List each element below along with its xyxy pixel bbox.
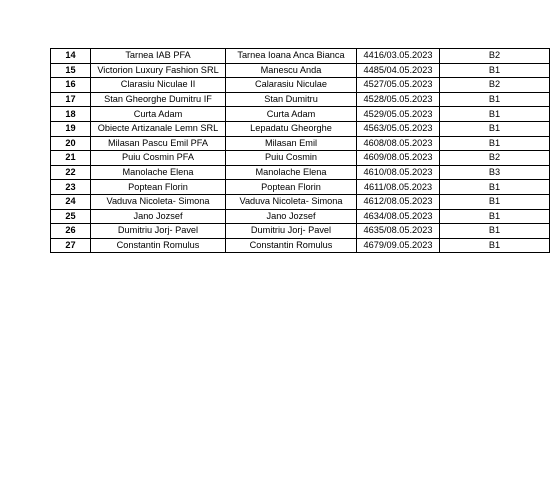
company-name-cell: Tarnea IAB PFA [91, 49, 226, 64]
table-row [51, 194, 550, 209]
table-row [51, 78, 550, 93]
registration-number-cell: 4527/05.05.2023 [357, 78, 440, 93]
category-cell: B3 [440, 165, 550, 180]
table-row [51, 121, 550, 136]
category-cell: B1 [440, 121, 550, 136]
registration-number-cell: 4529/05.05.2023 [357, 107, 440, 122]
registration-number-cell: 4416/03.05.2023 [357, 49, 440, 64]
registration-number-cell: 4612/08.05.2023 [357, 194, 440, 209]
person-name-cell: Lepadatu Gheorghe [226, 121, 357, 136]
company-name-cell: Puiu Cosmin PFA [91, 151, 226, 166]
person-name-cell: Calarasiu Niculae [226, 78, 357, 93]
registration-number-cell: 4609/08.05.2023 [357, 151, 440, 166]
registration-number-cell: 4635/08.05.2023 [357, 224, 440, 239]
person-name-cell: Tarnea Ioana Anca Bianca [226, 49, 357, 64]
row-number-cell: 15 [51, 63, 91, 78]
company-name-cell: Obiecte Artizanale Lemn SRL [91, 121, 226, 136]
person-name-cell: Manolache Elena [226, 165, 357, 180]
table-row [51, 151, 550, 166]
table-row [51, 180, 550, 195]
table-row [51, 224, 550, 239]
row-number-cell: 19 [51, 121, 91, 136]
category-cell: B2 [440, 49, 550, 64]
row-number-cell: 23 [51, 180, 91, 195]
category-cell: B1 [440, 92, 550, 107]
table-row [51, 92, 550, 107]
category-cell: B1 [440, 63, 550, 78]
person-name-cell: Jano Jozsef [226, 209, 357, 224]
row-number-cell: 26 [51, 224, 91, 239]
person-name-cell: Milasan Emil [226, 136, 357, 151]
registration-number-cell: 4611/08.05.2023 [357, 180, 440, 195]
company-name-cell: Dumitriu Jorj- Pavel [91, 224, 226, 239]
row-number-cell: 20 [51, 136, 91, 151]
registration-number-cell: 4610/08.05.2023 [357, 165, 440, 180]
row-number-cell: 18 [51, 107, 91, 122]
row-number-cell: 14 [51, 49, 91, 64]
company-name-cell: Vaduva Nicoleta- Simona [91, 194, 226, 209]
registry-table-body [51, 49, 550, 253]
category-cell: B1 [440, 136, 550, 151]
category-cell: B1 [440, 209, 550, 224]
registration-number-cell: 4679/09.05.2023 [357, 238, 440, 253]
person-name-cell: Puiu Cosmin [226, 151, 357, 166]
company-name-cell: Curta Adam [91, 107, 226, 122]
company-name-cell: Stan Gheorghe Dumitru IF [91, 92, 226, 107]
registration-number-cell: 4608/08.05.2023 [357, 136, 440, 151]
category-cell: B2 [440, 78, 550, 93]
table-row [51, 107, 550, 122]
table-row [51, 49, 550, 64]
person-name-cell: Vaduva Nicoleta- Simona [226, 194, 357, 209]
row-number-cell: 16 [51, 78, 91, 93]
company-name-cell: Manolache Elena [91, 165, 226, 180]
company-name-cell: Clarasiu Niculae II [91, 78, 226, 93]
company-name-cell: Constantin Romulus [91, 238, 226, 253]
table-row [51, 136, 550, 151]
registration-number-cell: 4563/05.05.2023 [357, 121, 440, 136]
row-number-cell: 22 [51, 165, 91, 180]
person-name-cell: Constantin Romulus [226, 238, 357, 253]
category-cell: B1 [440, 180, 550, 195]
person-name-cell: Curta Adam [226, 107, 357, 122]
company-name-cell: Jano Jozsef [91, 209, 226, 224]
table-row [51, 165, 550, 180]
registration-number-cell: 4528/05.05.2023 [357, 92, 440, 107]
row-number-cell: 25 [51, 209, 91, 224]
category-cell: B1 [440, 107, 550, 122]
registration-number-cell: 4634/08.05.2023 [357, 209, 440, 224]
person-name-cell: Manescu Anda [226, 63, 357, 78]
table-row [51, 209, 550, 224]
category-cell: B2 [440, 151, 550, 166]
company-name-cell: Milasan Pascu Emil PFA [91, 136, 226, 151]
company-name-cell: Poptean Florin [91, 180, 226, 195]
category-cell: B1 [440, 224, 550, 239]
row-number-cell: 21 [51, 151, 91, 166]
person-name-cell: Poptean Florin [226, 180, 357, 195]
person-name-cell: Dumitriu Jorj- Pavel [226, 224, 357, 239]
category-cell: B1 [440, 194, 550, 209]
person-name-cell: Stan Dumitru [226, 92, 357, 107]
row-number-cell: 17 [51, 92, 91, 107]
category-cell: B1 [440, 238, 550, 253]
registration-number-cell: 4485/04.05.2023 [357, 63, 440, 78]
table-row [51, 63, 550, 78]
table-row [51, 238, 550, 253]
row-number-cell: 27 [51, 238, 91, 253]
company-name-cell: Victorion Luxury Fashion SRL [91, 63, 226, 78]
row-number-cell: 24 [51, 194, 91, 209]
registry-table [50, 48, 550, 253]
